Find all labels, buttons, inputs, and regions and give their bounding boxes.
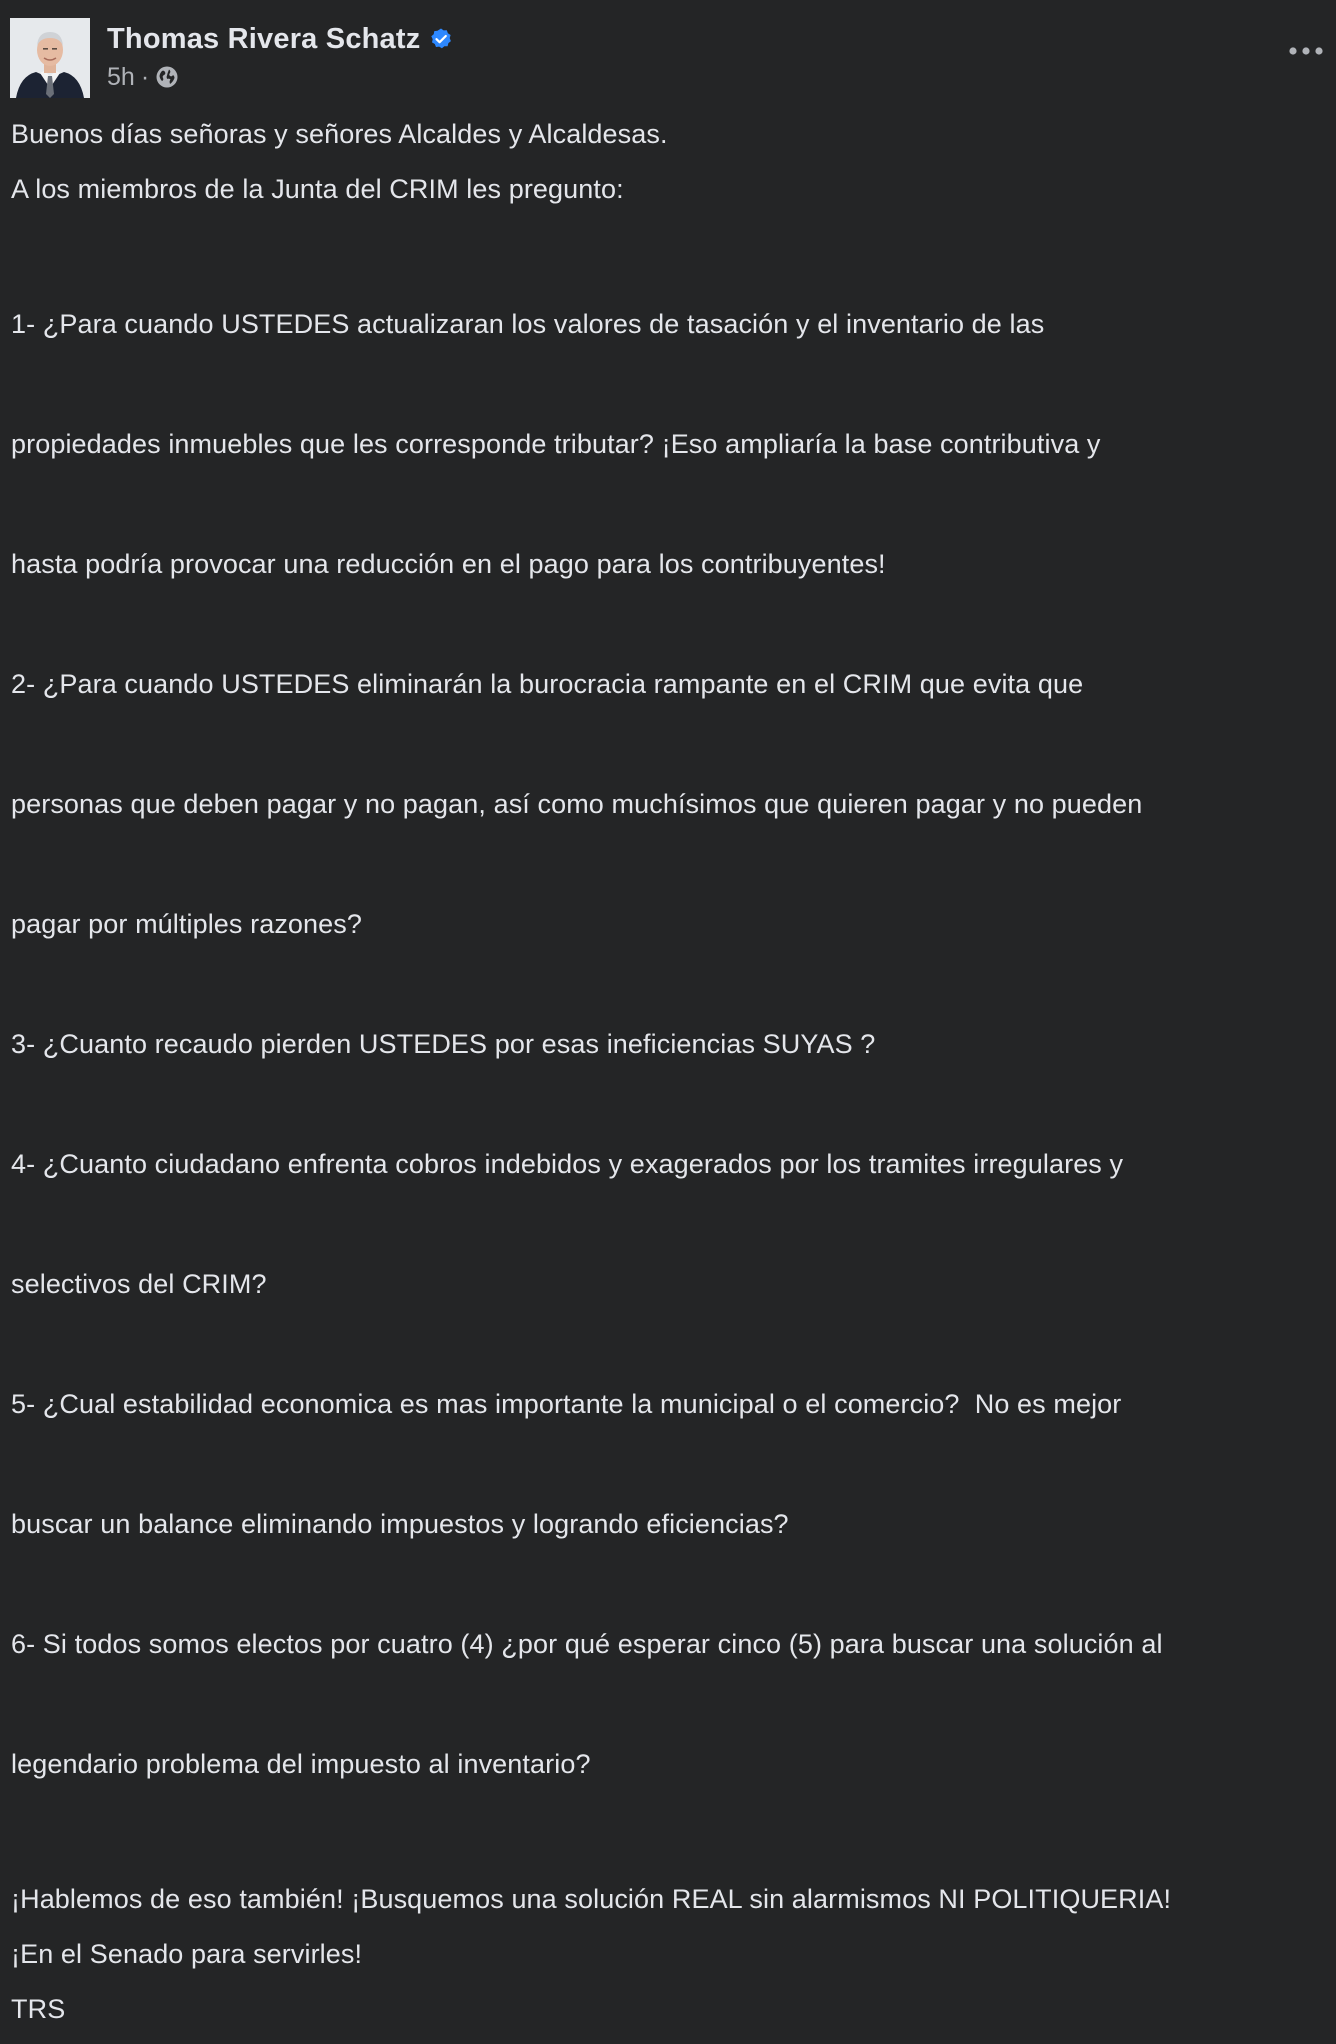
avatar-portrait-icon bbox=[10, 18, 90, 98]
globe-icon[interactable] bbox=[155, 65, 179, 89]
list-line: legendario problema del impuesto al inventario? bbox=[11, 1749, 591, 1779]
author-name-link[interactable]: Thomas Rivera Schatz bbox=[107, 22, 421, 55]
list-line: 4- ¿Cuanto ciudadano enfrenta cobros indebidos y exagerados por los tramites irregulares y bbox=[11, 1149, 1124, 1179]
author-avatar[interactable] bbox=[10, 18, 90, 98]
post-signature: TRS bbox=[11, 1994, 66, 2024]
author-row bbox=[107, 20, 453, 58]
list-line: buscar un balance eliminando impuestos y logrando eficiencias? bbox=[11, 1509, 789, 1539]
list-line: 1- ¿Para cuando USTEDES actualizaran los valores de tasación y el inventario de las bbox=[11, 309, 1045, 339]
question-list bbox=[11, 224, 1327, 1864]
author-block bbox=[107, 20, 453, 92]
post-meta bbox=[107, 62, 453, 92]
post-closing-2: ¡En el Senado para servirles! bbox=[11, 1939, 363, 1969]
list-line: pagar por múltiples razones? bbox=[11, 909, 362, 939]
post-greeting: Buenos días señoras y señores Alcaldes y Alcaldesas. bbox=[11, 119, 668, 149]
list-line: selectivos del CRIM? bbox=[11, 1269, 267, 1299]
list-line: 2- ¿Para cuando USTEDES eliminarán la burocracia rampante en el CRIM que evita que bbox=[11, 669, 1084, 699]
list-line: hasta podría provocar una reducción en el pago para los contribuyentes! bbox=[11, 549, 886, 579]
post-body bbox=[11, 114, 1327, 2044]
list-line: 5- ¿Cual estabilidad economica es mas importante la municipal o el comercio? No es mejor bbox=[11, 1389, 1122, 1419]
list-line: propiedades inmuebles que les corresponde tributar? ¡Eso ampliaría la base contributiva y bbox=[11, 429, 1101, 459]
post-header bbox=[10, 18, 1326, 98]
list-line: 6- Si todos somos electos por cuatro (4) ¿por qué esperar cinco (5) para buscar una solución al bbox=[11, 1629, 1163, 1659]
post-intro: A los miembros de la Junta del CRIM les pregunto: bbox=[11, 174, 624, 204]
meta-separator: · bbox=[140, 62, 150, 91]
more-options-button[interactable] bbox=[1286, 36, 1326, 66]
verified-badge-icon bbox=[429, 27, 453, 51]
post-closing-1: ¡Hablemos de eso también! ¡Busquemos una solución REAL sin alarmismos NI POLITIQUERIA! bbox=[11, 1884, 1172, 1914]
more-options-icon bbox=[1288, 46, 1324, 56]
list-line: personas que deben pagar y no pagan, así como muchísimos que quieren pagar y no pueden bbox=[11, 789, 1143, 819]
post-timestamp-link[interactable]: 5h bbox=[107, 62, 135, 91]
list-line: 3- ¿Cuanto recaudo pierden USTEDES por esas ineficiencias SUYAS ? bbox=[11, 1029, 876, 1059]
